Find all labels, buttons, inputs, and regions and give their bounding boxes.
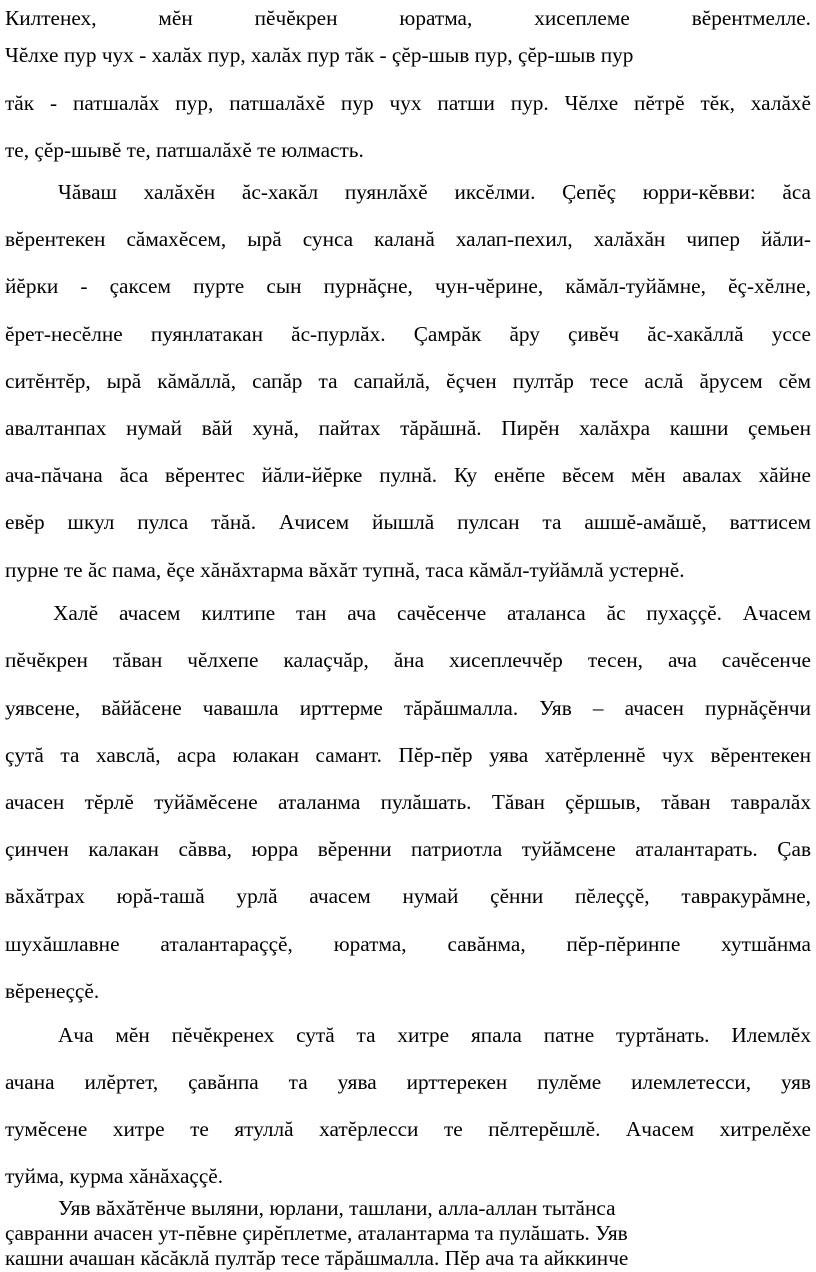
text-line: шухăшлавне аталантараççĕ, юратма, савăнма, пĕр-пĕринпе хутшăнма <box>5 932 811 956</box>
text-line: уявсене, вăйăсене чавашла ирттерме тăрăшмалла. Уяв – ачасен пурнăçĕнчи <box>5 696 811 720</box>
text-line: кашни ачашан кăсăклă пултăр тесе тăрăшмалла. Пĕр ача та айккинче <box>5 1246 629 1270</box>
text-line: тăк - патшалăх пур, патшалăхĕ пур чух патши пур. Чĕлхе пĕтрĕ тĕк, халăхĕ <box>5 91 811 115</box>
text-line: Килтенех, мĕн пĕчĕкрен юратма, хисеплеме вĕрентмелле. <box>5 6 811 30</box>
text-line: те, çĕр-шывĕ те, патшалăхĕ те юлмасть. <box>5 138 364 162</box>
text-line: пĕчĕкрен тăван чĕлхепе калаçчăр, ăна хисеплеччĕр тесен, ача сачĕсенче <box>5 648 811 672</box>
text-line: Чĕлхе пур чух - халăх пур, халăх пур тăк - çĕр-шыв пур, çĕр-шыв пур <box>5 43 634 67</box>
text-line: çавранни ачасен ут-пĕвне çирĕплетме, аталантарма та пулăшать. Уяв <box>5 1221 628 1245</box>
text-line: ачасен тĕрлĕ туйăмĕсене аталанма пулăшать. Тăван çĕршыв, тăван тавралăх <box>5 790 811 814</box>
text-line: Ача мĕн пĕчĕкренех сутă та хитре япала патне туртăнать. Илемлĕх <box>58 1023 811 1047</box>
text-line: ситĕнтĕр, ырă кăмăллă, сапăр та сапайлă, ĕçчен пултăр тесе аслă ăрусем сĕм <box>5 369 811 393</box>
text-line: ĕрет-несĕлне пуянлатакан ăс-пурлăх. Çамрăк ăру çивĕч ăс-хакăллă уссе <box>5 322 811 346</box>
text-line: Чăваш халăхĕн ăс-хакăл пуянлăхĕ иксĕлми. Çепĕç юрри-кĕвви: ăса <box>58 180 811 204</box>
text-line: вăхăтрах юрă-ташă урлă ачасем нумай çĕнни пĕлеççĕ, тавракурăмне, <box>5 884 811 908</box>
text-line: вĕрентекен сăмахĕсем, ырă сунса каланă халап-пехил, халăхăн чипер йăли- <box>5 227 811 251</box>
text-line: ача-пăчана ăса вĕрентес йăли-йĕрке пулнă. Ку енĕпе вĕсем мĕн авалах хăйне <box>5 463 811 487</box>
text-line: Уяв вăхăтĕнче выляни, юрлани, ташлани, алла-аллан тытăнса <box>58 1196 616 1220</box>
text-line: тумĕсене хитре те ятуллă хатĕрлесси те пĕлтерĕшлĕ. Ачасем хитрелĕхе <box>5 1117 811 1141</box>
text-line: Халĕ ачасем килтипе тан ача сачĕсенче аталанса ăс пухаççĕ. Ачасем <box>53 601 811 625</box>
text-line: евĕр шкул пулса тăнă. Ачисем йышлă пулсан та ашшĕ-амăшĕ, ваттисем <box>5 510 811 534</box>
text-line: çинчен калакан сăвва, юрра вĕренни патриотла туйăмсене аталантарать. Çав <box>5 837 811 861</box>
text-line: çутă та хавслă, асра юлакан самант. Пĕр-пĕр уява хатĕрленнĕ чух вĕрентекен <box>5 743 811 767</box>
text-line: йĕрки - çаксем пурте сын пурнăçне, чун-чĕрине, кăмăл-туйăмне, ĕç-хĕлне, <box>5 274 811 298</box>
text-line: пурне те ăс пама, ĕçе хăнăхтарма вăхăт тупнă, таса кăмăл-туйăмлă устернĕ. <box>5 558 685 582</box>
text-line: ачана илĕртет, çавăнпа та уява ирттерекен пулĕме илемлетесси, уяв <box>5 1070 811 1094</box>
text-line: авалтанпах нумай вăй хунă, пайтах тăрăшнă. Пирĕн халăхра кашни çемьен <box>5 416 811 440</box>
text-line: туйма, курма хăнăхаççĕ. <box>5 1164 224 1188</box>
text-line: вĕренеççĕ. <box>5 979 100 1003</box>
